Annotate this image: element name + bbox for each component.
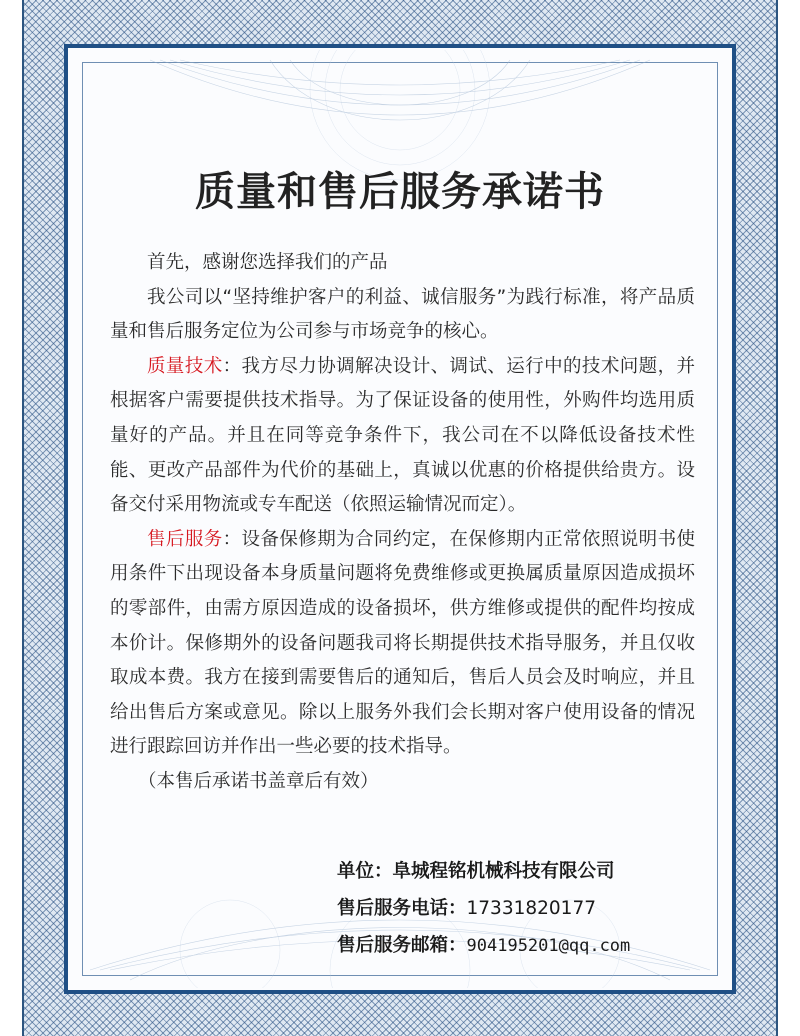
phone-value: 17331820177 <box>466 898 596 919</box>
service-paragraph <box>110 523 695 765</box>
quality-text: ：我方尽力协调解决设计、调试、运行中的技术问题，并根据客户需要提供技术指导。为了保证设备的使用性，外购件均选用质量好的产品。并且在同等竞争条件下，我公司在不以降低设备技术性能、更改产品部件为代价的基础上，真诚以优惠的价格提供给贵方。设备交付采用物流或专车配送（依照运输情况而定）。 <box>110 355 695 516</box>
company-unit-row <box>337 853 717 890</box>
commitment-paragraph: 我公司以“坚持维护客户的利益、诚信服务”为践行标准，将产品质量和售后服务定位为公司参与市场竞争的核心。 <box>110 286 695 343</box>
company-phone-row <box>337 890 717 927</box>
service-heading: 售后服务 <box>147 528 223 550</box>
quality-heading: 质量技术 <box>147 355 223 377</box>
unit-value: 阜城程铭机械科技有限公司 <box>392 861 615 882</box>
intro-paragraph: 首先，感谢您选择我们的产品 <box>147 252 388 273</box>
document-title: 质量和售后服务承诺书 <box>195 169 605 215</box>
phone-label: 售后服务电话： <box>337 898 467 919</box>
company-email-row <box>337 927 717 965</box>
email-value: 904195201@qq.com <box>466 936 631 956</box>
company-info <box>337 853 717 965</box>
unit-label: 单位： <box>337 861 393 882</box>
quality-paragraph <box>110 350 695 523</box>
email-label: 售后服务邮箱： <box>337 935 467 956</box>
validity-note: （本售后承诺书盖章后有效） <box>138 770 379 792</box>
service-text: ：设备保修期为合同约定，在保修期内正常依照说明书使用条件下出现设备本身质量问题将免费维修或更换属质量原因造成损坏的零部件，由需方原因造成的设备损坏，供方维修或提供的配件均按成本价计。保修期外的设备问题我司将长期提供技术指导服务，并且仅收取成本费。我方在接到需要售后的通知后，售后人员会及时响应，并且给出售后方案或意见。除以上服务外我们会长期对客户使用设备的情况进行跟踪回访并作出一些必要的技术指导。 <box>110 528 695 758</box>
document-body <box>110 246 695 800</box>
